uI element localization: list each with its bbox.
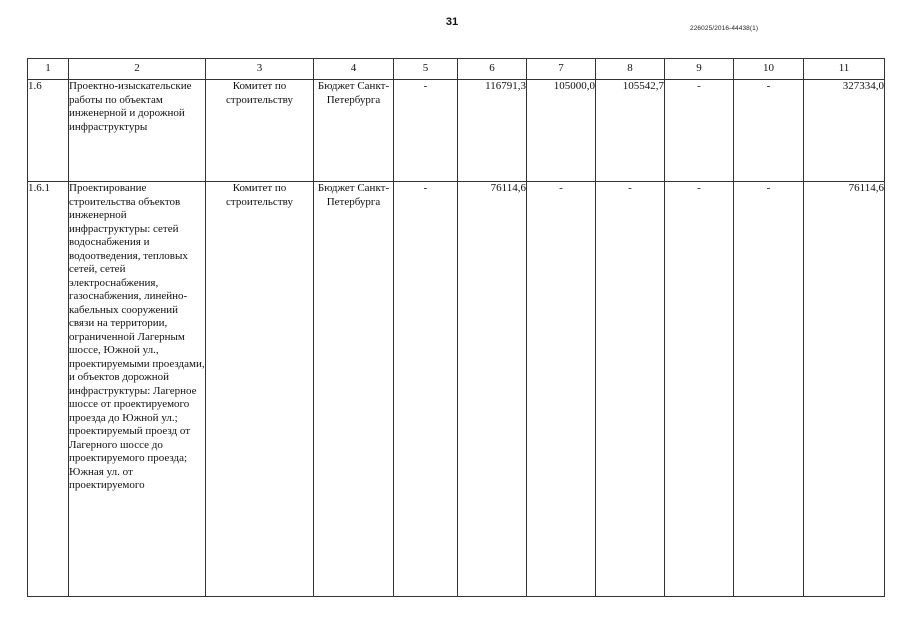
table-row [28, 80, 885, 182]
row-total-value: 327334,0 [804, 80, 885, 182]
column-header: 11 [804, 59, 885, 80]
column-header: 5 [394, 59, 458, 80]
row-col5-value: - [394, 80, 458, 182]
row-name: Проектно-изыскательские работы по объектам инженерной и дорожной инфраструктуры [69, 80, 206, 182]
row-col10-value: - [734, 80, 804, 182]
column-header: 3 [206, 59, 314, 80]
row-col9-value: - [665, 182, 734, 597]
budget-table [27, 58, 885, 597]
column-header: 2 [69, 59, 206, 80]
row-col8-value: - [596, 182, 665, 597]
column-header: 7 [527, 59, 596, 80]
column-number-row [28, 59, 885, 80]
column-header: 6 [458, 59, 527, 80]
column-header: 8 [596, 59, 665, 80]
row-executor: Комитет по строительству [206, 80, 314, 182]
row-number: 1.6.1 [28, 182, 69, 597]
row-name: Проектирование строительства объектов инженерной инфраструктуры: сетей водоснабжения и водоотведения, тепловых сетей, сетей электроснабжения, газоснабжения, линейно-кабельных сооружений связи на территории, ограниченной Лагерным шоссе, Южной ул., проектируемыми проездами, и объектов дорожной инфраструктуры: Лагерное шоссе от проектируемого проезда до Южной ул.; проектируемый проезд от Лагерного шоссе до проектируемого проезда; Южная ул. от проектируемого [69, 182, 206, 597]
row-number: 1.6 [28, 80, 69, 182]
row-executor: Комитет по строительству [206, 182, 314, 597]
column-header: 1 [28, 59, 69, 80]
row-col8-value: 105542,7 [596, 80, 665, 182]
column-header: 9 [665, 59, 734, 80]
row-col7-value: - [527, 182, 596, 597]
table-row [28, 182, 885, 597]
row-funding-source: Бюджет Санкт-Петербурга [314, 80, 394, 182]
row-col6-value: 116791,3 [458, 80, 527, 182]
row-col6-value: 76114,6 [458, 182, 527, 597]
column-header: 4 [314, 59, 394, 80]
row-col9-value: - [665, 80, 734, 182]
row-total-value: 76114,6 [804, 182, 885, 597]
row-col10-value: - [734, 182, 804, 597]
row-col5-value: - [394, 182, 458, 597]
page-number: 31 [445, 16, 459, 28]
row-funding-source: Бюджет Санкт-Петербурга [314, 182, 394, 597]
column-header: 10 [734, 59, 804, 80]
row-col7-value: 105000,0 [527, 80, 596, 182]
document-id: 226025/2016-44438(1) [690, 25, 759, 32]
